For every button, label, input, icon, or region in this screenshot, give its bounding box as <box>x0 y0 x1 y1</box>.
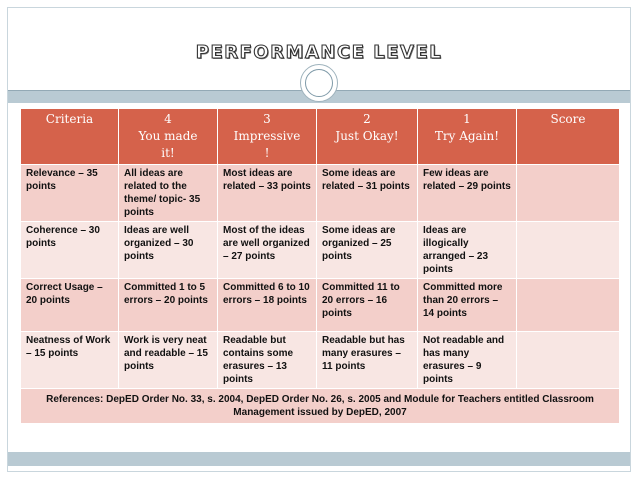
cell-criteria: Coherence – 30 points <box>21 222 119 279</box>
cell-level-3: Committed 6 to 10 errors – 18 points <box>218 279 317 332</box>
header-level-4-label-2: it! <box>161 146 175 160</box>
cell-level-4: Committed 1 to 5 errors – 20 points <box>119 279 218 332</box>
table-row <box>21 222 620 279</box>
cell-level-4: Work is very neat and readable – 15 points <box>119 332 218 389</box>
cell-level-3: Most ideas are related – 33 points <box>218 165 317 222</box>
header-level-2-number: 2 <box>363 112 371 126</box>
header-level-3-label-2: ! <box>264 146 270 160</box>
cell-level-1: Ideas are illogically arranged – 23 points <box>418 222 517 279</box>
cell-score <box>517 279 620 332</box>
cell-level-3: Readable but contains some erasures – 13 points <box>218 332 317 389</box>
header-level-1 <box>418 109 517 165</box>
header-score: Score <box>517 109 620 165</box>
header-level-2-label: Just Okay! <box>335 129 399 143</box>
cell-level-2: Committed 11 to 20 errors – 16 points <box>317 279 418 332</box>
cell-score <box>517 222 620 279</box>
header-level-4-label-1: You made <box>138 129 198 143</box>
cell-level-1: Committed more than 20 errors – 14 points <box>418 279 517 332</box>
table-row <box>21 332 620 389</box>
header-level-3-number: 3 <box>263 112 271 126</box>
cell-level-2: Some ideas are related – 31 points <box>317 165 418 222</box>
header-level-4 <box>119 109 218 165</box>
header-level-3-label-1: Impressive <box>233 129 301 143</box>
header-criteria: Criteria <box>21 109 119 165</box>
rubric-table <box>20 108 620 424</box>
cell-level-1: Few ideas are related – 29 points <box>418 165 517 222</box>
header-level-3 <box>218 109 317 165</box>
cell-level-4: All ideas are related to the theme/ topic- 35 points <box>119 165 218 222</box>
cell-level-4: Ideas are well organized – 30 points <box>119 222 218 279</box>
circle-ornament-icon <box>300 64 338 102</box>
cell-criteria: Relevance – 35 points <box>21 165 119 222</box>
cell-level-2: Some ideas are organized – 25 points <box>317 222 418 279</box>
table-row <box>21 165 620 222</box>
header-level-2 <box>317 109 418 165</box>
slide-title: PERFORMANCE LEVEL <box>195 42 443 63</box>
header-row <box>21 109 620 165</box>
header-level-1-label: Try Again! <box>434 129 500 143</box>
cell-criteria: Correct Usage – 20 points <box>21 279 119 332</box>
table-row <box>21 279 620 332</box>
cell-score <box>517 332 620 389</box>
references-text: References: DepED Order No. 33, s. 2004, DepED Order No. 26, s. 2005 and Module for Teachers entitled Classroom Management issued by DepED, 2007 <box>21 389 620 424</box>
cell-criteria: Neatness of Work – 15 points <box>21 332 119 389</box>
cell-level-3: Most of the ideas are well organized – 27 points <box>218 222 317 279</box>
header-level-1-number: 1 <box>463 112 471 126</box>
cell-level-1: Not readable and has many erasures – 9 points <box>418 332 517 389</box>
cell-score <box>517 165 620 222</box>
cell-level-2: Readable but has many erasures – 11 points <box>317 332 418 389</box>
circle-ornament-inner <box>305 69 333 97</box>
header-level-4-number: 4 <box>164 112 172 126</box>
references-row <box>21 389 620 424</box>
bottom-band <box>8 452 630 466</box>
